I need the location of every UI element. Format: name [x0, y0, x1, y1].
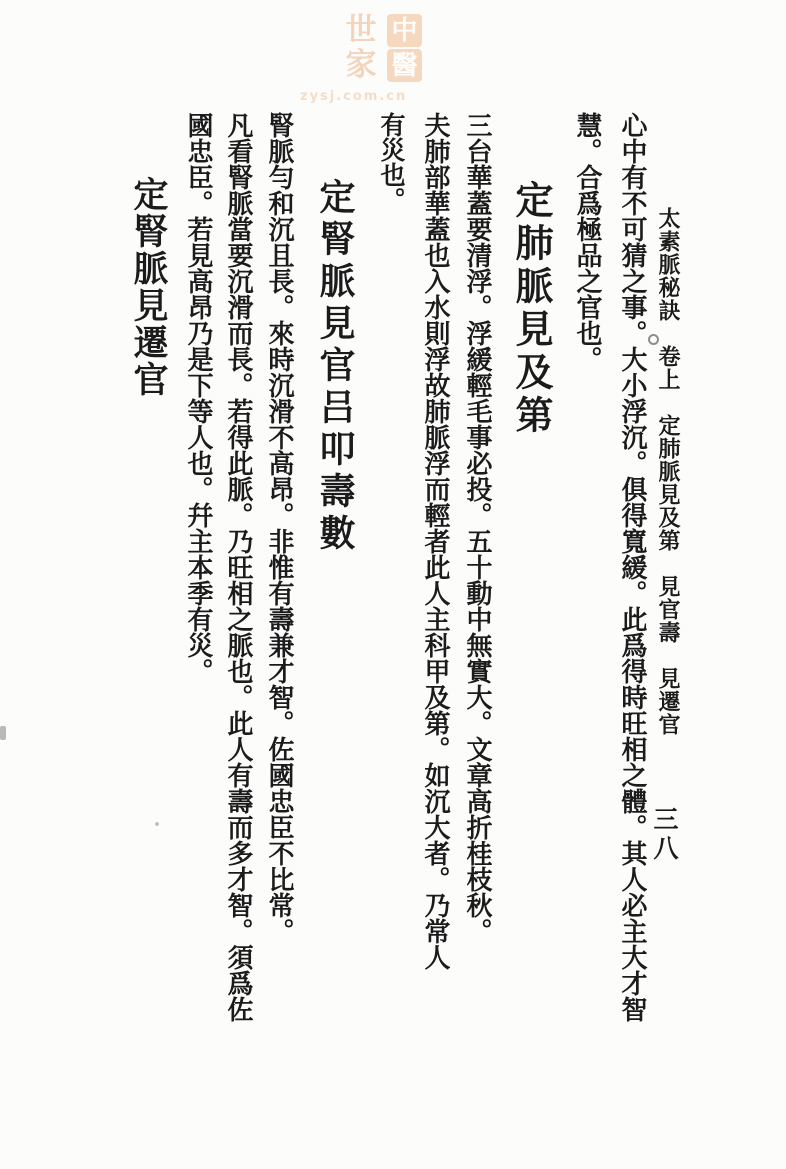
- commentary-column-lung-1: 夫肺部華蓋也入水則浮故肺脈浮而輕者此人主科甲及第。如沉大者。乃常人: [420, 112, 450, 970]
- commentary-column-lung-2: 有災也。: [377, 112, 406, 212]
- seal-square-yi: 醫: [387, 49, 422, 82]
- seal-char-jia: 家: [345, 47, 377, 83]
- running-head: 太素脈秘訣 卷上 定肺脈見及第 見官壽 見遷官: [655, 207, 681, 736]
- seal-column-left: [341, 14, 381, 86]
- watermark-seal: [300, 14, 422, 106]
- seal-column-right: [387, 14, 422, 86]
- verse-column-lung: 三台華蓋要清浮。浮緩輕毛事必投。五十動中無實大。文章高折桂枝秋。: [462, 112, 492, 944]
- commentary-column-kidney-1: 凡看腎脈當要沉滑而長。若得此脈。乃旺相之脈也。此人有壽而多才智。須爲佐: [223, 112, 253, 1022]
- watermark-url: zysj.com.cn: [300, 89, 408, 104]
- section-title-lung-pulse-exam-success: 定肺脈見及第: [509, 180, 554, 438]
- section-title-kidney-pulse-rank-longevity: 定腎脈見官吕叩壽數: [314, 178, 356, 556]
- verse-column-kidney: 腎脈勻和沉且長。來時沉滑不高昂。非惟有壽兼才智。佐國忠臣不比常。: [264, 112, 294, 944]
- scan-speck: [648, 334, 659, 345]
- seal-square-zhong: 中: [387, 14, 422, 47]
- scan-speck: [0, 726, 6, 740]
- body-column-2: 慧。合爲極品之官也。: [572, 112, 602, 372]
- seal-char-shi: 世: [345, 12, 377, 48]
- commentary-column-kidney-2: 國忠臣。若見高昂乃是下等人也。幷主本季有災。: [183, 112, 213, 684]
- section-title-kidney-pulse-promotion: 定腎脈見遷官: [128, 176, 169, 398]
- scan-speck: [155, 822, 159, 826]
- body-column-1: 心中有不可猜之事。大小浮沉。俱得寬緩。此爲得時旺相之體。其人必主大才智: [617, 112, 647, 1022]
- seal-logo: [300, 14, 422, 86]
- page-number: 三八: [650, 806, 679, 864]
